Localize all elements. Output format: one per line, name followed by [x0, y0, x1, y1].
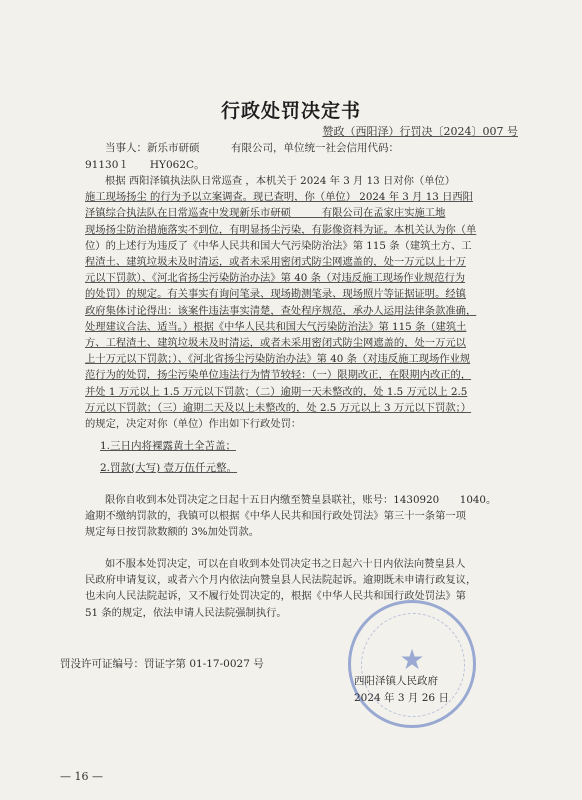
para3-line: 也未向人民法院起诉，又不履行处罚决定的，根据《中华人民共和国行政处罚法》第: [85, 590, 466, 603]
para1-line: 位）的上述行为违反了《中华人民共和国大气污染防治法》第 115 条（建筑土方、工: [85, 239, 472, 252]
para1-line: 并处 1 万元以上 1.5 万元以下罚款；（二）逾期一天未整改的，处 1.5 万元以上 2.5: [85, 385, 468, 398]
para1-line: 上十万元以下罚款；）、《河北省扬尘污染防治办法》第 40 条（对违反施工现场作业规: [85, 353, 471, 366]
para3-line: 民政府申请复议，或者六个月内依法向赞皇县人民法院起诉。逾期既未申请行政复议，: [85, 574, 477, 587]
appeal-paragraph: [85, 556, 523, 621]
party-line-1: 当事人：新乐市研硕 有限公司，单位统一社会信用代码：: [105, 142, 399, 154]
para2-line: 规定每日按罚款数额的 3%加处罚款。: [85, 526, 260, 539]
document-title: 行政处罚决定书: [220, 100, 361, 122]
para2-line: 逾期不缴纳罚款的，我镇可以根据《中华人民共和国行政处罚法》第三十一条第一项: [85, 510, 466, 523]
page-number: — 16 —: [60, 770, 103, 783]
para1-line: 方、工程渣土、建筑垃圾未及时清运，或者未采用密闭式防尘网遮盖的，处一万元以: [85, 337, 466, 350]
para1-line: 元以下罚款）、《河北省扬尘污染防治办法》第 40 条（对违反施工现场作业规范行为: [85, 272, 466, 285]
findings-paragraph: [85, 173, 523, 432]
penalty-list: [100, 438, 237, 482]
para1-line: 范行为的处罚，扬尘污染单位违法行为情节较轻：（一）限期改正，在限期内改正的，: [85, 369, 472, 382]
para1-line: 的处罚）的规定。有关事实有询问笔录、现场勘测笔录、现场照片等证据证明。经镇: [85, 288, 466, 301]
para2-line: 限你自收到本处罚决定之日起十五日内缴至赞皇县联社，账号：1430920 1040。: [105, 494, 497, 506]
para1-line: 现场扬尘防治措施落实不到位，有明显扬尘污染，有影像资料为证。本机关认为你（单: [85, 223, 477, 236]
payment-paragraph: [85, 492, 523, 541]
para3-line: 51 条的规定，依法申请人民法院强制执行。: [85, 606, 287, 619]
star-icon: ★: [399, 643, 425, 676]
signature-date: 2024 年 3 月 26 日: [354, 692, 449, 704]
para1-line: 程渣土、建筑垃圾未及时清运，或者未采用密闭式防尘网遮盖的，处一万元以上十万: [85, 256, 466, 269]
signature-org: 西阳泽镇人民政府: [354, 675, 438, 687]
document-number: 赞政（西阳泽）行罚决〔2024〕007 号: [322, 125, 518, 138]
penalty-item: 1.三日内将裸露黄土全苫盖；: [100, 440, 237, 452]
para1-line: 政府集体讨论得出：该案件违法事实清楚，查处程序规范，承办人运用法律条款准确，: [85, 304, 477, 317]
para3-line: 如不服本处罚决定，可以在自收到本处罚决定书之日起六十日内依法向赞皇县人: [105, 558, 466, 570]
penalty-item: 2.罚款(大写) 壹万伍仟元整。: [100, 462, 238, 474]
para1-line: 施工现场扬尘 的行为予以立案调查。现已查明，你（单位） 2024 年 3 月 13 日西阳: [85, 191, 473, 204]
para1-line: 根据 西阳泽镇执法队日常巡查 ，本机关于 2024 年 3 月 13 日对你（单位）: [105, 175, 456, 187]
party-line-2: 91130１ HY062C。: [85, 159, 205, 171]
para1-line: 万元以下罚款；（三）逾期二天及以上未整改的，处 2.5 万元以上 3 万元以下罚款；）: [85, 401, 472, 414]
para1-line: 处理建议合法、适当。）根据《中华人民共和国大气污染防治法》第 115 条（建筑土: [85, 320, 467, 333]
signature-block: [354, 673, 449, 707]
para1-line: 泽镇综合执法队在日常巡查中发现新乐市研硕 有限公司在孟家庄实施工地: [85, 207, 446, 220]
official-seal-stamp: [348, 600, 476, 728]
para1-line: 的规定，决定对你（单位）作出如下行政处罚：: [85, 418, 302, 431]
permit-number: 罚没许可证编号：罚证字第 01-17-0027 号: [60, 658, 264, 670]
